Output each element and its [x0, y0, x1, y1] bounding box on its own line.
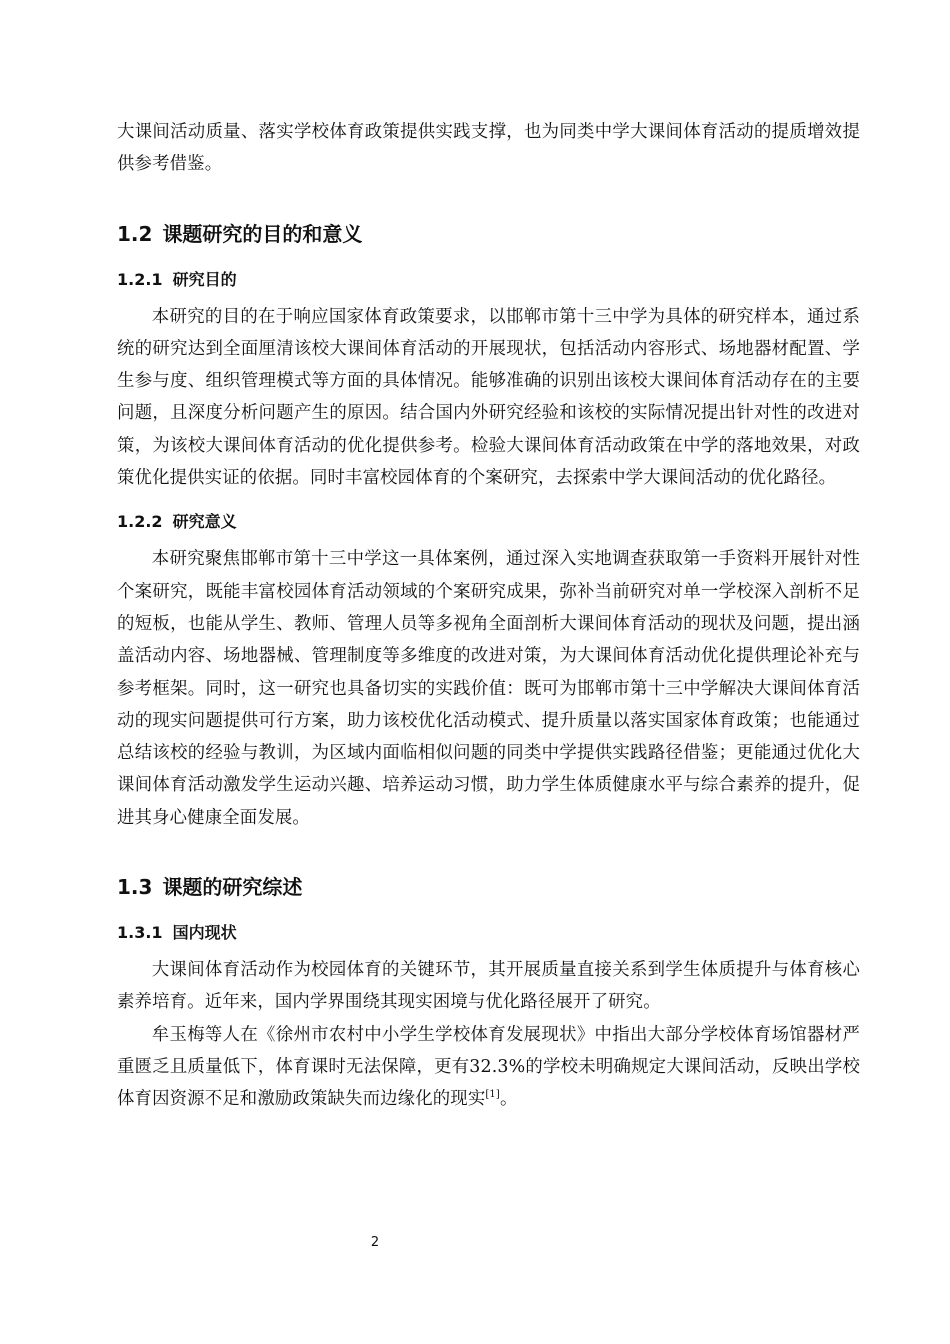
paragraph-research-purpose: 本研究的目的在于响应国家体育政策要求，以邯郸市第十三中学为具体的研究样本，通过系统的研究达到全面厘清该校大课间体育活动的开展现状，包括活动内容形式、场地器材配置、学生参与度、组织管理模式等方面的具体情况。能够准确的识别出该校大课间体育活动存在的主要问题，且深度分析问题产生的原因。结合国内外研究经验和该校的实际情况提出针对性的改进对策，为该校大课间体育活动的优化提供参考。检验大课间体育活动政策在中学的落地效果，对政策优化提供实证的依据。同时丰富校园体育的个案研究，去探索中学大课间活动的优化路径。: [117, 306, 860, 489]
heading-1-2-2-title: 研究意义: [172, 512, 237, 532]
heading-1-2-2: [117, 510, 860, 534]
heading-1-3-1-number: 1.3.1: [117, 923, 163, 943]
heading-1-3-1: [117, 921, 860, 945]
paragraph-end-punctuation: 。: [499, 1089, 518, 1110]
heading-1-2-1: [117, 268, 860, 292]
heading-1-2-title: 课题研究的目的和意义: [162, 221, 363, 246]
citation-ref: [1]: [485, 1089, 500, 1101]
page-body: [117, 116, 860, 1116]
paragraph-intro-continuation: 大课间活动质量、落实学校体育政策提供实践支撑，也为同类中学大课间体育活动的提质增效提供参考借鉴。: [117, 122, 860, 175]
paragraph-domestic-status-mu-text: 牟玉梅等人在《徐州市农村中小学生学校体育发展现状》中指出大部分学校体育场馆器材严重匮乏且质量低下，体育课时无法保障，更有32.3%的学校未明确规定大课间活动，反映出学校体育因资源不足和激励政策缺失而边缘化的现实: [117, 1024, 860, 1110]
heading-1-3-number: 1.3: [117, 875, 153, 900]
heading-1-2-2-number: 1.2.2: [117, 512, 163, 532]
heading-1-2: [117, 220, 860, 248]
heading-1-3-title: 课题的研究综述: [162, 875, 303, 900]
paragraph-domestic-status-intro: 大课间体育活动作为校园体育的关键环节，其开展质量直接关系到学生体质提升与体育核心素养培育。近年来，国内学界围绕其现实困境与优化路径展开了研究。: [117, 960, 860, 1013]
heading-1-2-1-title: 研究目的: [172, 269, 237, 289]
paragraph-domestic-status-mu: [117, 1019, 860, 1116]
heading-1-2-number: 1.2: [117, 221, 153, 246]
heading-1-3-1-title: 国内现状: [172, 923, 237, 943]
heading-1-2-1-number: 1.2.1: [117, 269, 163, 289]
page-number: 2: [370, 1235, 380, 1250]
heading-1-3: [117, 873, 860, 901]
paragraph-research-significance: 本研究聚焦邯郸市第十三中学这一具体案例，通过深入实地调查获取第一手资料开展针对性个案研究，既能丰富校园体育活动领域的个案研究成果，弥补当前研究对单一学校深入剖析不足的短板，也能从学生、教师、管理人员等多视角全面剖析大课间体育活动的现状及问题，提出涵盖活动内容、场地器械、管理制度等多维度的改进对策，为大课间体育活动优化提供理论补充与参考框架。同时，这一研究也具备切实的实践价值：既可为邯郸市第十三中学解决大课间体育活动的现实问题提供可行方案，助力该校优化活动模式、提升质量以落实国家体育政策；也能通过总结该校的经验与教训，为区域内面临相似问题的同类中学提供实践路径借鉴；更能通过优化大课间体育活动激发学生运动兴趣、培养运动习惯，助力学生体质健康水平与综合素养的提升，促进其身心健康全面发展。: [117, 549, 860, 828]
